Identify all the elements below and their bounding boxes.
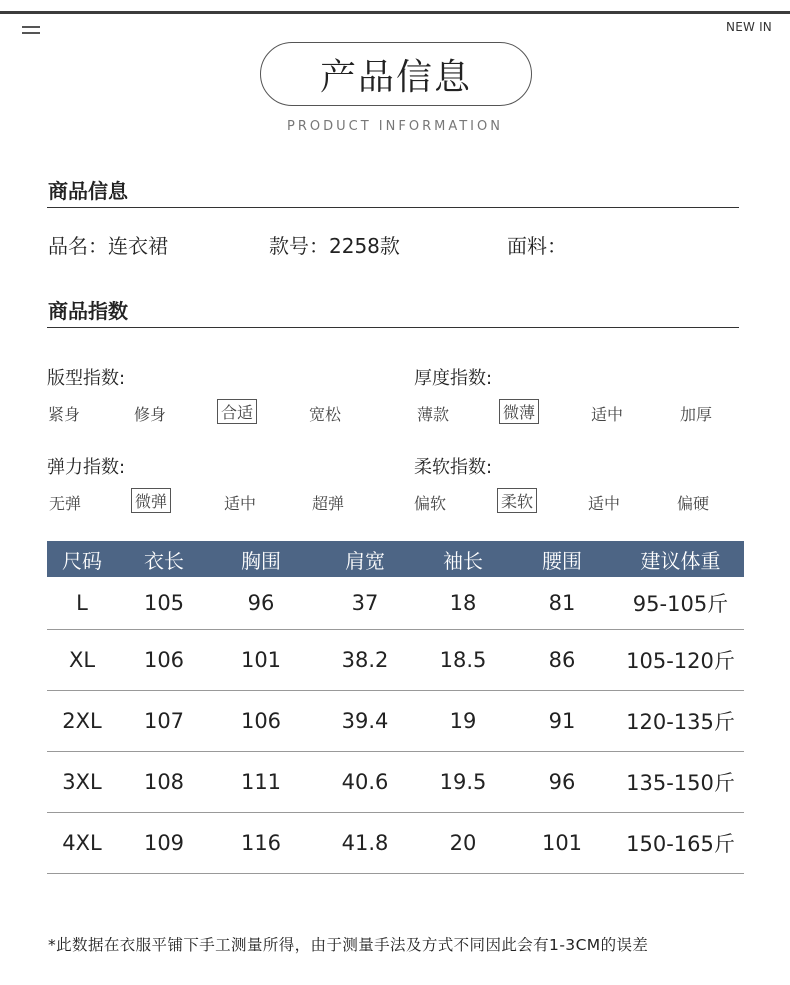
thickness-option: 适中 [591, 405, 624, 424]
table-cell: 120-135斤 [617, 691, 744, 752]
softness-index-label: 柔软指数: [414, 457, 493, 478]
table-cell: 105 [117, 577, 211, 630]
table-cell: 3XL [47, 752, 117, 813]
table-cell: 86 [507, 630, 617, 691]
table-cell: 95-105斤 [617, 577, 744, 630]
new-in-link[interactable]: NEW IN [726, 20, 772, 34]
table-cell: 135-150斤 [617, 752, 744, 813]
elasticity-option-selected: 微弹 [131, 488, 171, 513]
section-heading-indices: 商品指数 [48, 299, 128, 323]
table-cell: 91 [507, 691, 617, 752]
thickness-option: 薄款 [417, 405, 450, 424]
table-cell: 40.6 [311, 752, 419, 813]
table-row [47, 630, 744, 691]
top-divider [0, 11, 790, 14]
table-cell: 96 [507, 752, 617, 813]
menu-icon[interactable] [22, 26, 40, 36]
column-header-bust: 胸围 [211, 541, 311, 577]
table-cell: 38.2 [311, 630, 419, 691]
elasticity-option: 适中 [224, 494, 257, 513]
fit-option: 紧身 [48, 405, 81, 424]
table-cell: 41.8 [311, 813, 419, 874]
softness-option-selected: 柔软 [497, 488, 537, 513]
table-cell: 116 [211, 813, 311, 874]
section-heading-product-info: 商品信息 [48, 179, 128, 203]
measurement-note: *此数据在衣服平铺下手工测量所得，由于测量手法及方式不同因此会有1-3CM的误差 [48, 936, 649, 954]
size-table-header-row [47, 541, 744, 577]
elasticity-index-label: 弹力指数: [47, 457, 126, 478]
column-header-weight: 建议体重 [617, 541, 744, 577]
table-cell: 96 [211, 577, 311, 630]
table-cell: 106 [117, 630, 211, 691]
product-fabric: 面料： [507, 234, 567, 258]
table-cell: 108 [117, 752, 211, 813]
table-cell: 109 [117, 813, 211, 874]
thickness-option-selected: 微薄 [499, 399, 539, 424]
column-header-waist: 腰围 [507, 541, 617, 577]
table-cell: 101 [507, 813, 617, 874]
fit-index-label: 版型指数: [47, 368, 126, 389]
softness-option: 偏软 [414, 494, 447, 513]
table-cell: L [47, 577, 117, 630]
column-header-size: 尺码 [47, 541, 117, 577]
fit-option: 宽松 [309, 405, 342, 424]
table-cell: 111 [211, 752, 311, 813]
table-cell: 4XL [47, 813, 117, 874]
page-subtitle: PRODUCT INFORMATION [287, 119, 503, 134]
section-divider [47, 207, 739, 208]
table-cell: 19 [419, 691, 507, 752]
column-header-sleeve: 袖长 [419, 541, 507, 577]
table-cell: 2XL [47, 691, 117, 752]
table-cell: 107 [117, 691, 211, 752]
page-title: 产品信息 [319, 56, 472, 98]
thickness-option: 加厚 [680, 405, 713, 424]
table-cell: 20 [419, 813, 507, 874]
table-cell: XL [47, 630, 117, 691]
fit-option: 修身 [134, 405, 167, 424]
table-cell: 101 [211, 630, 311, 691]
table-cell: 18.5 [419, 630, 507, 691]
table-cell: 19.5 [419, 752, 507, 813]
table-cell: 105-120斤 [617, 630, 744, 691]
table-cell: 81 [507, 577, 617, 630]
table-row [47, 577, 744, 630]
table-cell: 106 [211, 691, 311, 752]
size-table [47, 541, 744, 874]
elasticity-option: 无弹 [49, 494, 82, 513]
thickness-index-label: 厚度指数: [414, 368, 493, 389]
section-divider [47, 327, 739, 328]
table-cell: 39.4 [311, 691, 419, 752]
product-name: 品名：连衣裙 [48, 234, 168, 258]
table-cell: 18 [419, 577, 507, 630]
product-style-number: 款号：2258款 [269, 234, 400, 258]
softness-option: 偏硬 [677, 494, 710, 513]
column-header-length: 衣长 [117, 541, 211, 577]
elasticity-option: 超弹 [312, 494, 345, 513]
table-row [47, 813, 744, 874]
table-row [47, 691, 744, 752]
table-row [47, 752, 744, 813]
fit-option-selected: 合适 [217, 399, 257, 424]
table-cell: 150-165斤 [617, 813, 744, 874]
table-cell: 37 [311, 577, 419, 630]
column-header-shoulder: 肩宽 [311, 541, 419, 577]
page-title-pill [260, 42, 532, 106]
softness-option: 适中 [588, 494, 621, 513]
